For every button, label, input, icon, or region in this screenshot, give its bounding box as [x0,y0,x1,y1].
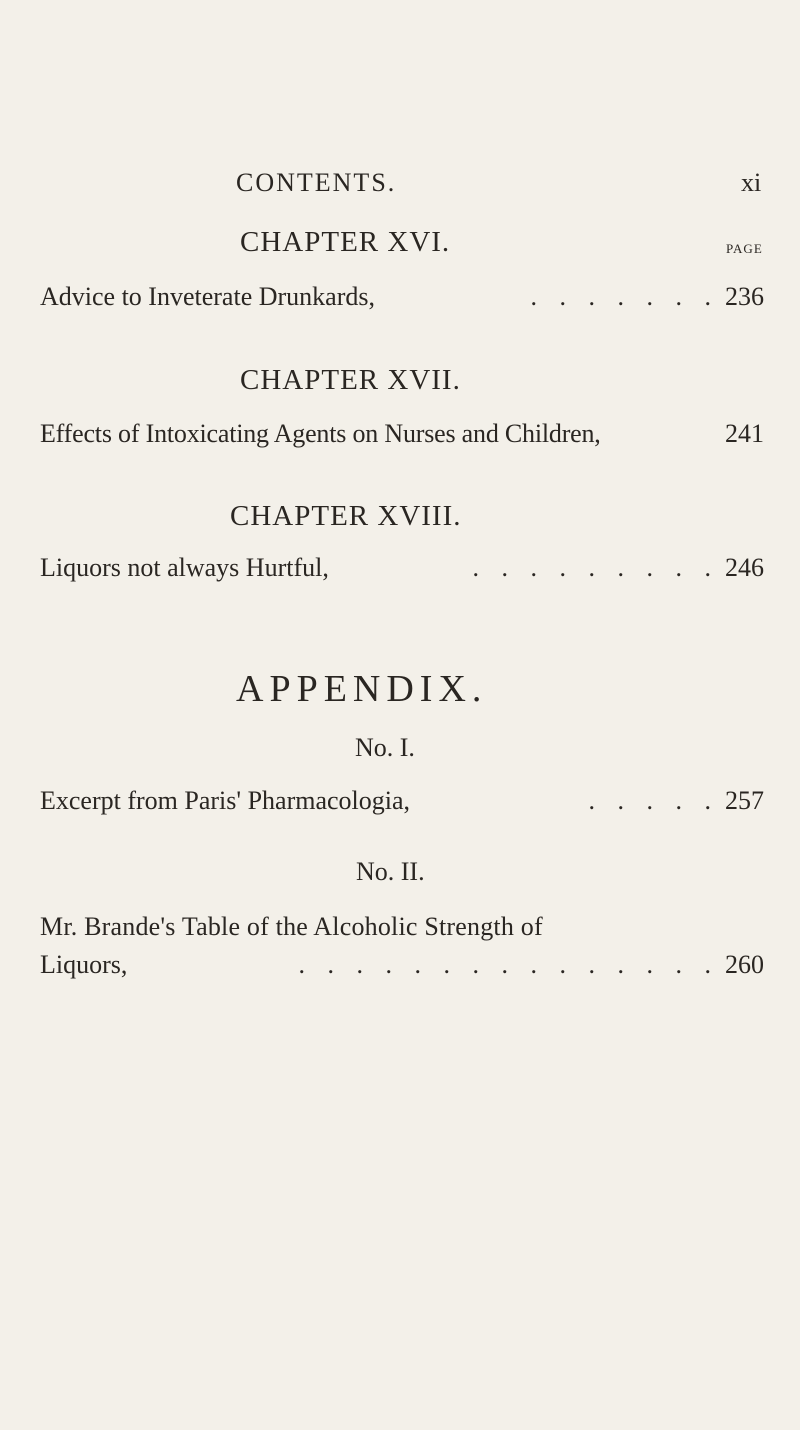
page-folio: xi [741,168,762,197]
dot-leader: . . . . . . . . . . . . . . . [298,950,719,979]
page-column-label: PAGE [726,241,763,256]
dot-leader: . . . . . . . [530,282,719,311]
appendix-item-number: No. I. [355,733,415,762]
toc-entry-title: Excerpt from Paris' Pharmacologia, [40,786,411,815]
dot-leader: . . . . . [588,786,719,815]
toc-entry[interactable] [40,282,764,312]
running-head-title: CONTENTS. [236,168,397,197]
toc-entry-page: 241 [725,419,764,448]
chapter-heading: CHAPTER XVII. [240,364,461,396]
appendix-heading: APPENDIX. [236,668,488,710]
toc-entry-title: Advice to Inveterate Drunkards, [40,282,375,311]
toc-entry-title: Mr. Brande's Table of the Alcoholic Strength of [40,912,543,941]
toc-entry-title: Effects of Intoxicating Agents on Nurses and Children, [40,419,601,448]
toc-entry-title-continued: Liquors, [40,950,128,979]
dot-leader: . . . . . . . . . [472,553,719,582]
toc-entry-continuation [40,950,764,980]
toc-entry-page: 236 [725,282,764,311]
appendix-item-number: No. II. [356,857,425,886]
toc-entry-page: 257 [725,786,764,815]
toc-entry-page: 246 [725,553,764,582]
chapter-heading: CHAPTER XVI. [240,226,451,258]
toc-entry[interactable] [40,786,764,816]
toc-entry[interactable] [40,912,764,980]
toc-entry-page: 260 [725,950,764,979]
toc-entry[interactable] [40,419,764,449]
toc-entry-title: Liquors not always Hurtful, [40,553,329,582]
toc-entry[interactable] [40,553,764,583]
chapter-heading: CHAPTER XVIII. [230,500,462,532]
